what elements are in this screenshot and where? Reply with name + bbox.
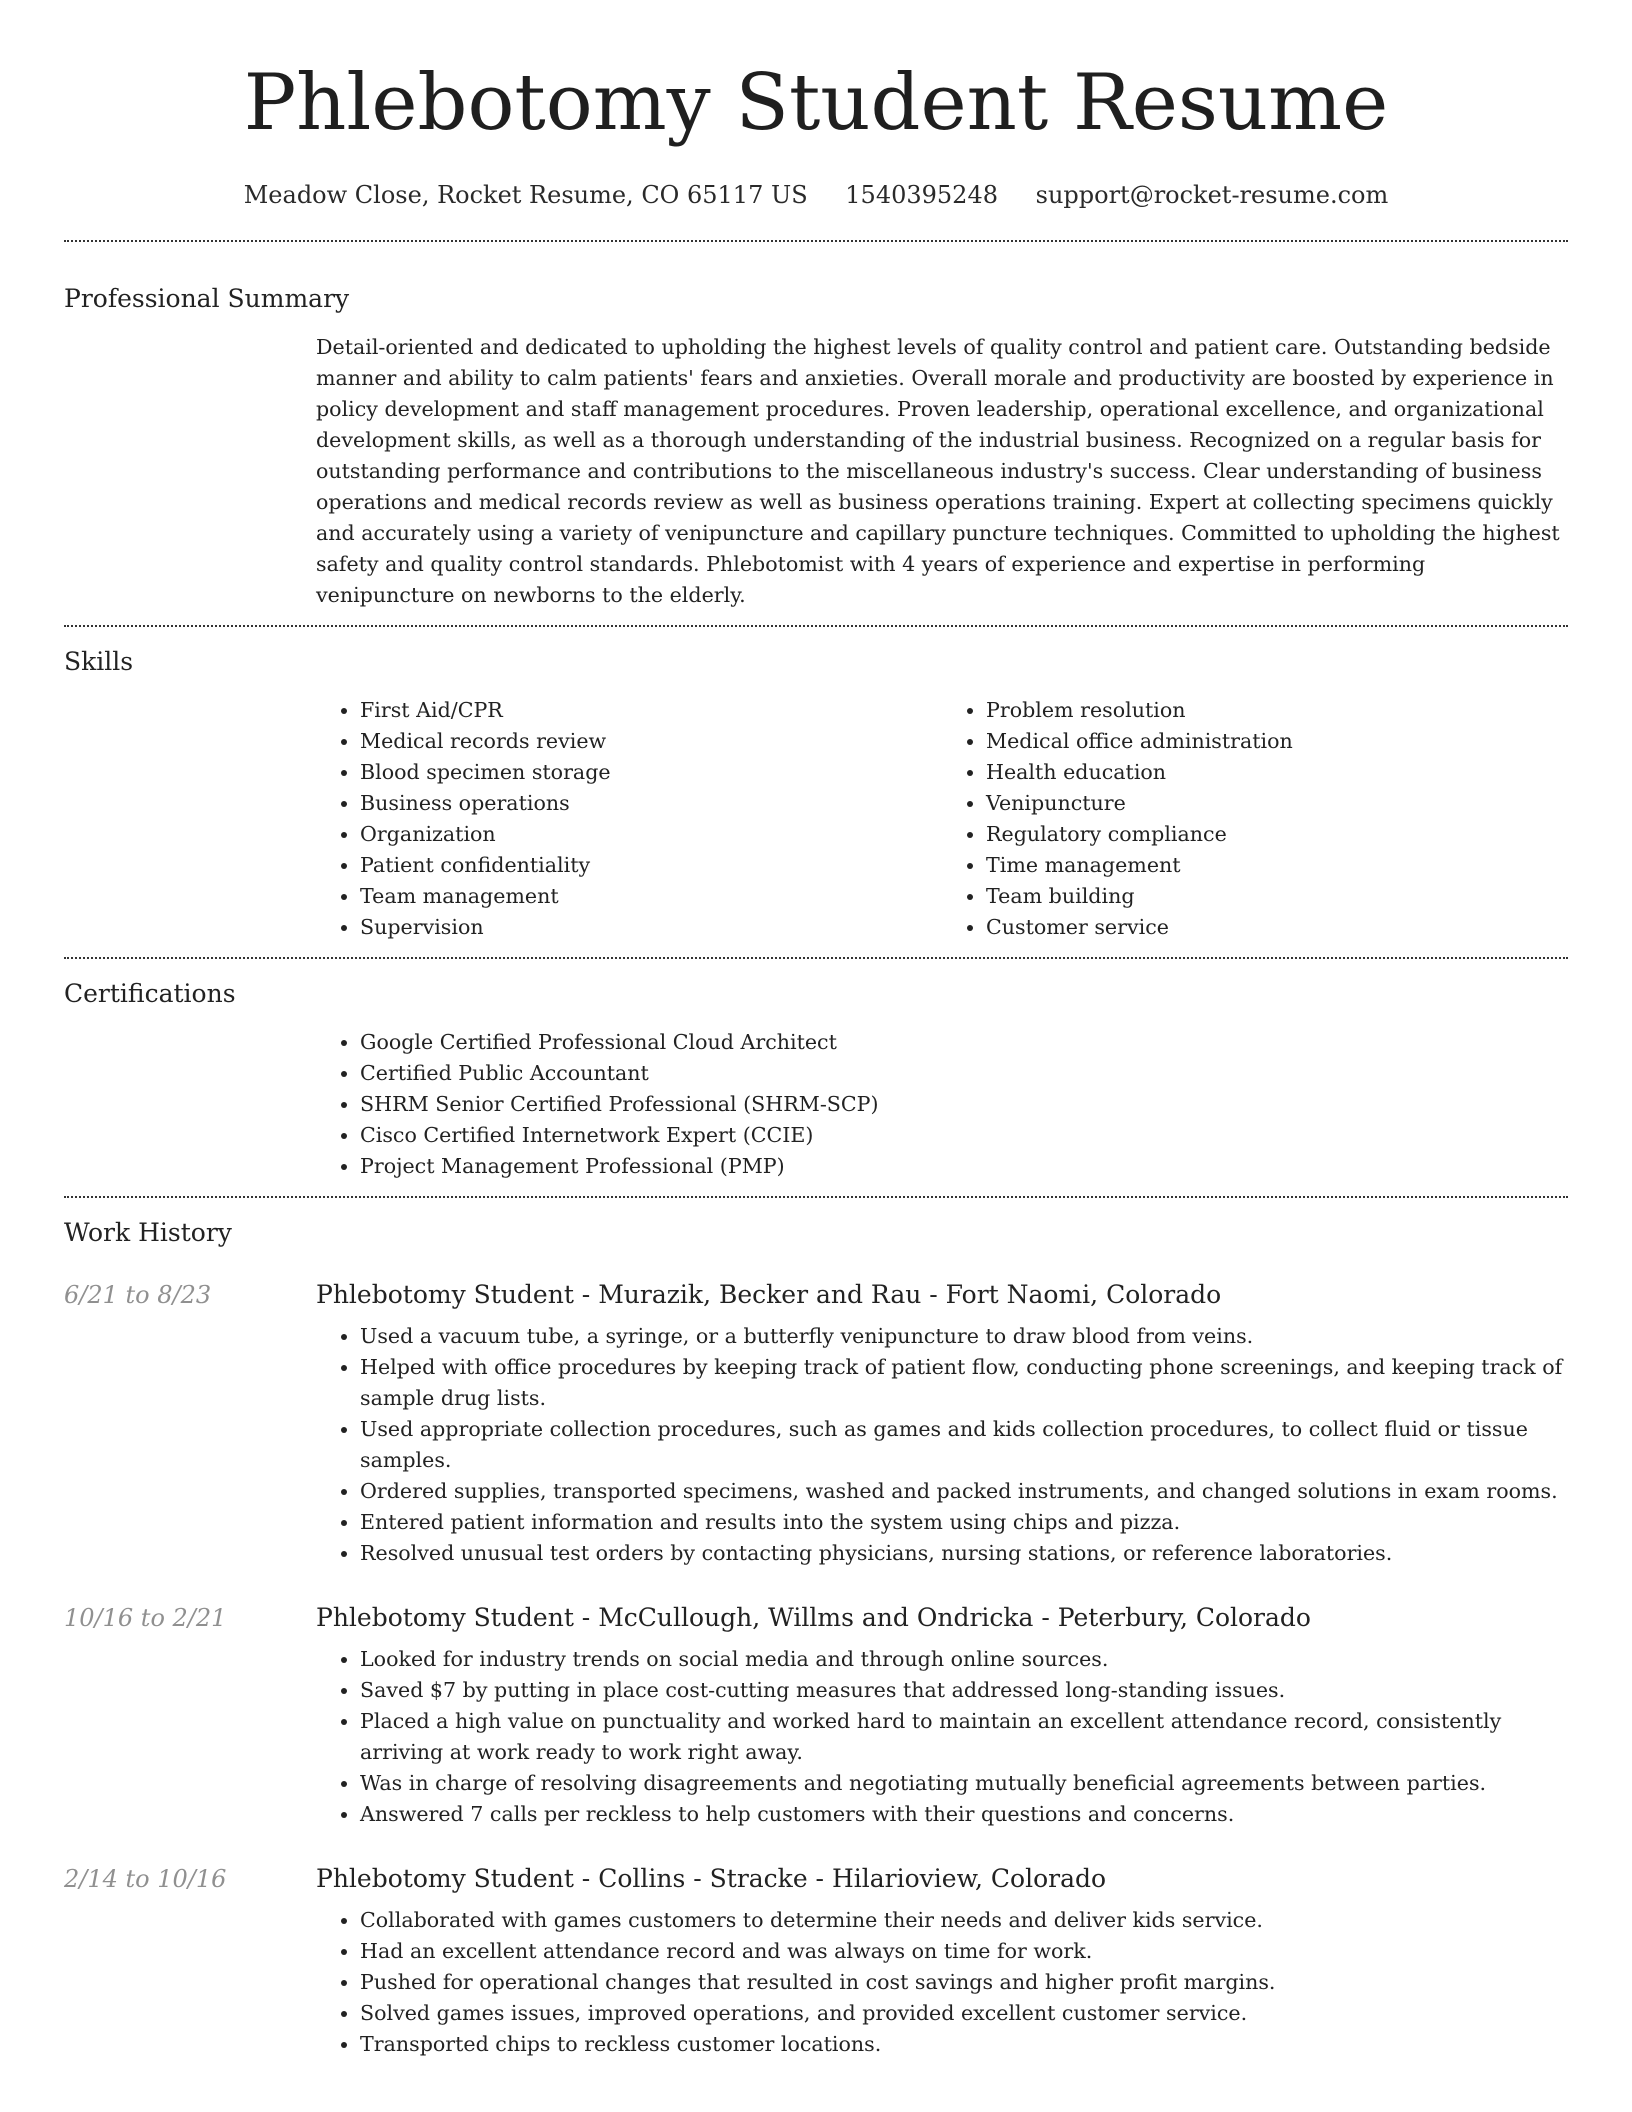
skill-item: • Customer service [986,912,1568,943]
certifications-body [316,1027,1568,1182]
section-title-skills: Skills [64,647,134,676]
job-bullet: • Used appropriate collection procedures, such as games and kids collection procedures, to collect fluid or tissue samples. [360,1414,1568,1476]
section-title-work-history: Work History [64,1218,232,1247]
resume-header [64,0,1568,212]
skill-item: • Patient confidentiality [360,850,942,881]
job-header [64,1603,1568,1632]
skill-item: • Health education [986,757,1568,788]
job-bullets [316,1321,1568,1569]
certifications-list [316,1027,1568,1182]
section-title-summary: Professional Summary [64,284,350,313]
job-bullet: • Helped with office procedures by keeping track of patient flow, conducting phone screenings, and keeping track of sample drug lists. [360,1352,1568,1414]
skills-grid [316,695,1568,943]
skill-item: • Supervision [360,912,942,943]
job-dates: 6/21 to 8/23 [64,1281,212,1309]
certification-item: • Project Management Professional (PMP) [360,1151,1568,1182]
certification-item: • Cisco Certified Internetwork Expert (CCIE) [360,1120,1568,1151]
job-bullet: • Pushed for operational changes that resulted in cost savings and higher profit margins. [360,1967,1568,1998]
skill-item: • Medical office administration [986,726,1568,757]
contact-line [64,178,1568,212]
skills-list-right [942,695,1568,943]
skill-item: • Team management [360,881,942,912]
skill-item: • Problem resolution [986,695,1568,726]
job-bullet: • Resolved unusual test orders by contacting physicians, nursing stations, or reference laboratories. [360,1538,1568,1569]
skills-section [64,627,1568,943]
skill-item: • Organization [360,819,942,850]
certification-item: • Certified Public Accountant [360,1058,1568,1089]
job-bullet: • Solved games issues, improved operations, and provided excellent customer service. [360,1998,1568,2029]
work-history-section [64,1198,1568,2060]
skills-body [316,695,1568,943]
job-bullet: • Entered patient information and results into the system using chips and pizza. [360,1507,1568,1538]
job-entry [64,1603,1568,1830]
job-header [64,1280,1568,1309]
job-heading: Phlebotomy Student - Murazik, Becker and Rau - Fort Naomi, Colorado [316,1280,1222,1309]
section-title-certifications: Certifications [64,979,236,1008]
summary-section [64,242,1568,611]
job-header [64,1864,1568,1893]
skill-item: • Blood specimen storage [360,757,942,788]
job-bullet: • Answered 7 calls per reckless to help customers with their questions and concerns. [360,1799,1568,1830]
skill-item: • Venipuncture [986,788,1568,819]
skill-item: • Team building [986,881,1568,912]
job-bullet: • Ordered supplies, transported specimens, washed and packed instruments, and changed solutions in exam rooms. [360,1476,1568,1507]
job-heading: Phlebotomy Student - McCullough, Willms and Ondricka - Peterbury, Colorado [316,1603,1311,1632]
skill-item: • Medical records review [360,726,942,757]
job-bullet: • Collaborated with games customers to determine their needs and deliver kids service. [360,1905,1568,1936]
skill-item: • Business operations [360,788,942,819]
job-bullet: • Was in charge of resolving disagreements and negotiating mutually beneficial agreements between parties. [360,1768,1568,1799]
job-dates: 10/16 to 2/21 [64,1604,227,1632]
contact-email: support@rocket-resume.com [1035,181,1389,209]
job-bullet: • Placed a high value on punctuality and worked hard to maintain an excellent attendance record, consistently arriving at work ready to work right away. [360,1706,1568,1768]
skills-list-left [316,695,942,943]
job-bullets [316,1644,1568,1830]
skill-item: • Time management [986,850,1568,881]
job-bullet: • Used a vacuum tube, a syringe, or a butterfly venipuncture to draw blood from veins. [360,1321,1568,1352]
summary-body [316,332,1568,611]
job-bullet: • Transported chips to reckless customer locations. [360,2029,1568,2060]
job-dates: 2/14 to 10/16 [64,1865,227,1893]
certification-item: • SHRM Senior Certified Professional (SHRM-SCP) [360,1089,1568,1120]
job-entry [64,1864,1568,2060]
job-entry [64,1280,1568,1569]
resume-title: Phlebotomy Student Resume [243,58,1389,148]
certification-item: • Google Certified Professional Cloud Architect [360,1027,1568,1058]
skill-item: • First Aid/CPR [360,695,942,726]
job-bullet: • Saved $7 by putting in place cost-cutting measures that addressed long-standing issues. [360,1675,1568,1706]
job-heading: Phlebotomy Student - Collins - Stracke - Hilarioview, Colorado [316,1864,1107,1893]
job-bullets [316,1905,1568,2060]
certifications-section [64,959,1568,1182]
summary-text: Detail-oriented and dedicated to upholding the highest levels of quality control and patient care. Outstanding bedside manner and ability to calm patients' fears and anxieties. Overall morale and productivity are boosted by experience in policy development and staff management procedures. Proven leadership, operational excellence, and organizational development skills, as well as a thorough understanding of the industrial business. Recognized on a regular basis for outstanding performance and contributions to the miscellaneous industry's success. Clear understanding of business operations and medical records review as well as business operations training. Expert at collecting specimens quickly and accurately using a variety of venipuncture and capillary puncture techniques. Committed to upholding the highest safety and quality control standards. Phlebotomist with 4 years of experience and expertise in performing venipuncture on newborns to the elderly. [316,335,1560,607]
contact-address: Meadow Close, Rocket Resume, CO 65117 US [243,181,808,209]
job-bullet: • Had an excellent attendance record and was always on time for work. [360,1936,1568,1967]
contact-phone: 1540395248 [845,181,998,209]
job-bullet: • Looked for industry trends on social media and through online sources. [360,1644,1568,1675]
skill-item: • Regulatory compliance [986,819,1568,850]
